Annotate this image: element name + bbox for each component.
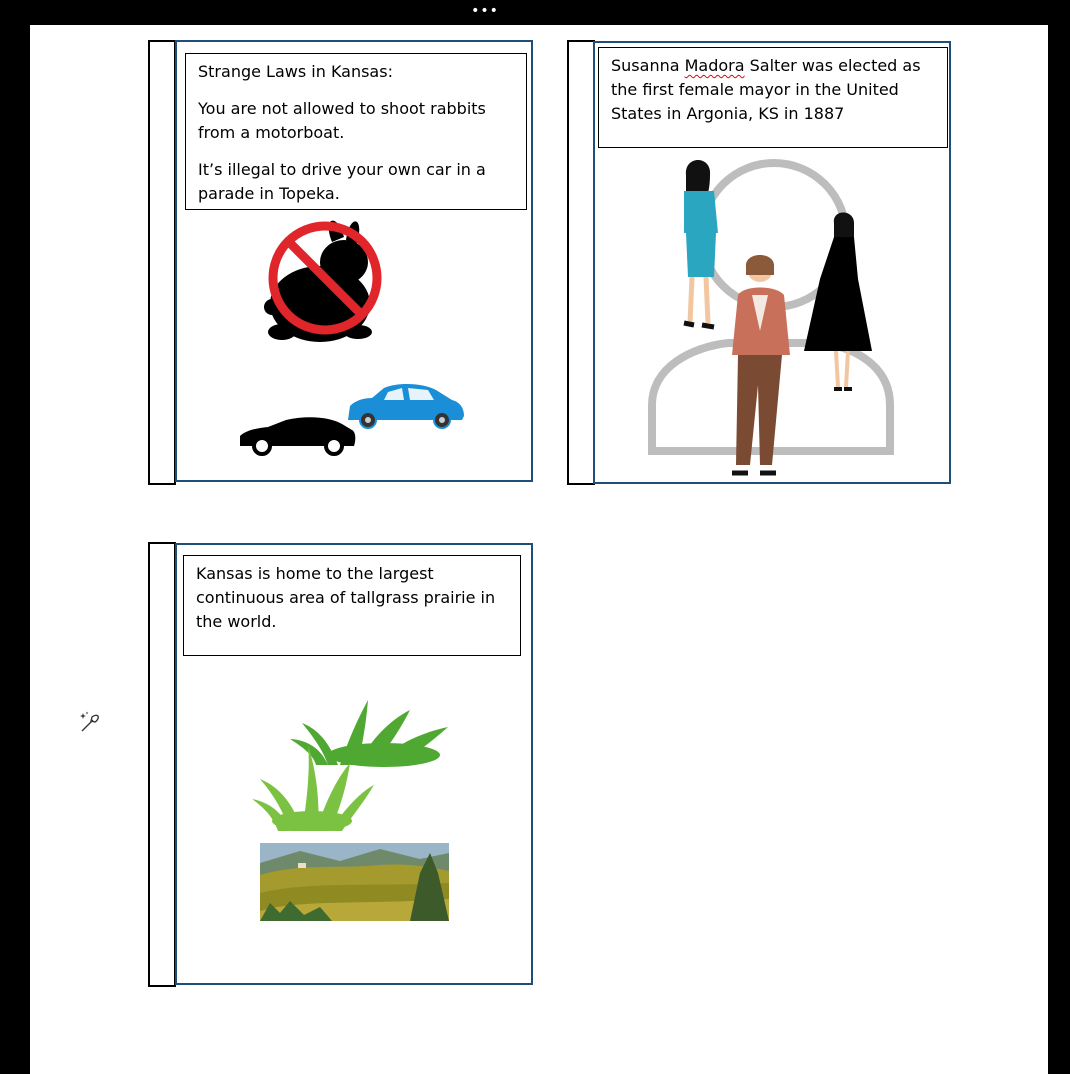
more-options-icon[interactable]: ••• bbox=[471, 3, 499, 19]
card1-law-parade: It’s illegal to drive your own car in a parade in Topeka. bbox=[198, 160, 486, 203]
card2-spellcheck-word[interactable]: Madora bbox=[684, 56, 745, 75]
card3-text: Kansas is home to the largest continuous area of tallgrass prairie in the world. bbox=[196, 564, 496, 631]
card2-text-after: Salter was elected as the first female mayor in the United States in Argonia, KS in 1887 bbox=[611, 56, 921, 123]
slide-spine-1 bbox=[148, 40, 176, 485]
card2-text-before: Susanna bbox=[611, 56, 685, 75]
car-icons bbox=[238, 380, 468, 460]
prairie-landscape-image bbox=[260, 843, 449, 921]
first-female-mayor-textbox[interactable] bbox=[598, 47, 948, 148]
strange-laws-textbox[interactable] bbox=[185, 53, 527, 210]
women-figures-icon bbox=[640, 155, 900, 485]
card2-text bbox=[611, 54, 935, 126]
card1-title: Strange Laws in Kansas: bbox=[198, 62, 393, 81]
slide-spine-3 bbox=[148, 542, 176, 987]
no-rabbit-icon bbox=[262, 212, 392, 347]
tallgrass-prairie-textbox[interactable] bbox=[183, 555, 521, 656]
slide-spine-2 bbox=[567, 40, 595, 485]
card1-law-rabbits: You are not allowed to shoot rabbits from a motorboat. bbox=[198, 99, 486, 142]
grass-icon bbox=[250, 695, 455, 835]
top-toolbar bbox=[0, 0, 1070, 25]
designer-wand-icon[interactable] bbox=[78, 710, 102, 734]
